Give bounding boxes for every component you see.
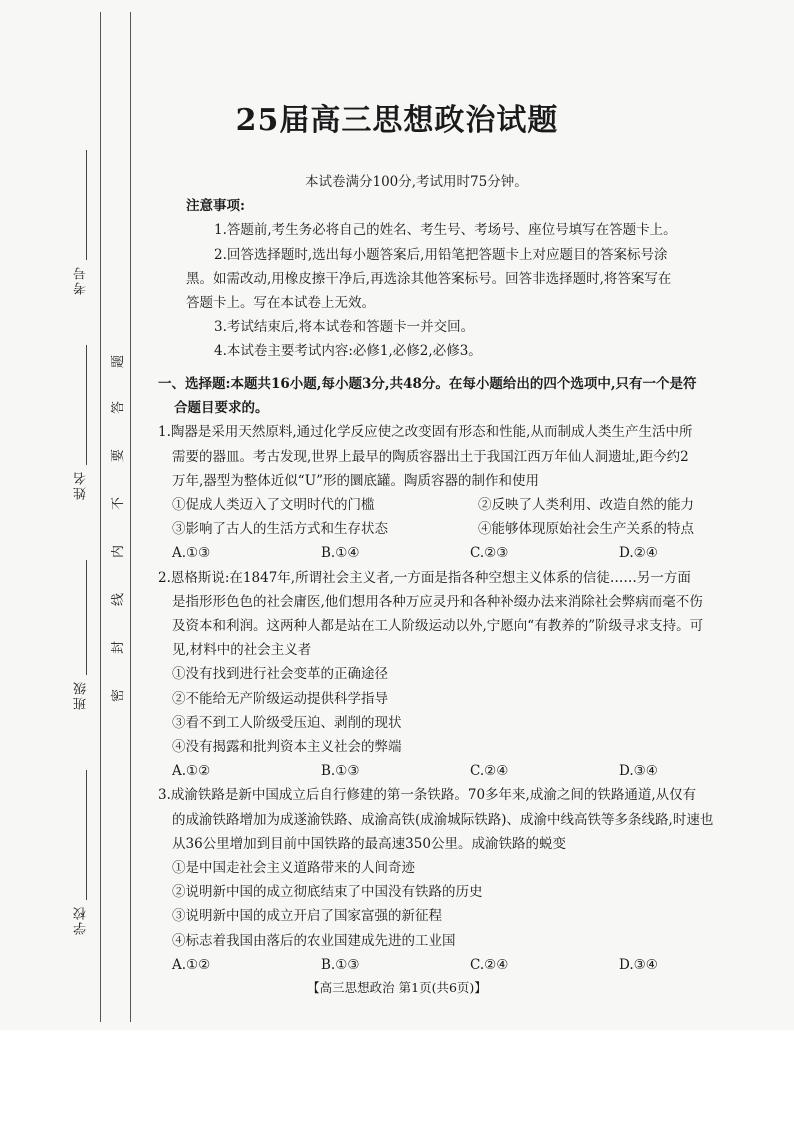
school-label: 学校 xyxy=(74,905,89,935)
statement: ④标志着我国由落后的农业国建成先进的工业国 xyxy=(172,932,456,949)
question-3 xyxy=(158,783,768,977)
notice-item: 3.考试结束后,将本试卷和答题卡一并交回。 xyxy=(214,319,475,336)
statement: ②说明新中国的成立彻底结束了中国没有铁路的历史 xyxy=(172,884,483,901)
question-stem: 2.恩格斯说:在1847年,所谓社会主义者,一方面是指各种空想主义体系的信徒……另一方面 xyxy=(158,569,691,586)
statement: ④没有揭露和批判资本主义社会的弊端 xyxy=(172,739,402,756)
question-stem: 需要的器皿。考古发现,世界上最早的陶质容器出土于我国江西万年仙人洞遗址,距今约2 xyxy=(172,448,689,465)
statement: ③说明新中国的成立开启了国家富强的新征程 xyxy=(172,908,442,925)
question-stem: 及资本和利润。这两种人都是站在工人阶级运动以外,宁愿向“有教养的”阶级寻求支持。可 xyxy=(172,618,704,635)
choice-a: A.①② xyxy=(172,956,211,973)
subtitle: 本试卷满分100分,考试用时75分钟。 xyxy=(305,174,528,190)
statement: ③影响了古人的生活方式和生存状态 xyxy=(172,521,388,538)
seal-char: 答 xyxy=(111,400,127,415)
choice-c: C.②④ xyxy=(470,956,509,973)
seal-char: 要 xyxy=(111,448,127,463)
margin-line-outer xyxy=(100,12,101,1022)
choice-d: D.②④ xyxy=(619,545,658,562)
class-label: 班级 xyxy=(74,680,89,710)
seal-char: 密 xyxy=(111,688,127,703)
notice-item: 2.回答选择题时,选出每小题答案后,用铅笔把答题卡上对应题目的答案标号涂 xyxy=(214,246,668,263)
choice-c: C.②④ xyxy=(470,763,509,780)
school-blank xyxy=(86,770,87,900)
question-stem: 是指形形色色的社会庸医,他们想用各种万应灵丹和各种补缀办法来消除社会弊病而毫不伤 xyxy=(172,593,703,610)
statement: ①促成人类迈入了文明时代的门槛 xyxy=(172,497,375,514)
question-stem: 从36公里增加到目前中国铁路的最高速350公里。成渝铁路的蜕变 xyxy=(172,835,566,852)
name-blank xyxy=(86,345,87,465)
seal-char: 线 xyxy=(111,592,127,607)
notice-item: 1.答题前,考生务必将自己的姓名、考生号、考场号、座位号填写在答题卡上。 xyxy=(214,222,677,239)
choice-d: D.③④ xyxy=(619,956,658,973)
section-heading: 一、选择题:本题共16小题,每小题3分,共48分。在每小题给出的四个选项中,只有一个是符 xyxy=(158,376,697,392)
notice-item: 黑。如需改动,用橡皮擦干净后,再选涂其他答案标号。回答非选择题时,将答案写在 xyxy=(186,270,672,287)
statement: ①是中国走社会主义道路带来的人间奇迹 xyxy=(172,860,415,877)
page-footer: 【高三思想政治 第1页(共6页)】 xyxy=(307,980,487,995)
statement: ②反映了人类利用、改造自然的能力 xyxy=(478,497,694,514)
question-1 xyxy=(158,420,768,565)
statement: ④能够体现原始社会生产关系的特点 xyxy=(478,521,694,538)
exam-no-blank xyxy=(86,150,87,260)
choice-b: B.①③ xyxy=(321,956,360,973)
notice-item: 4.本试卷主要考试内容:必修1,必修2,必修3。 xyxy=(214,343,482,360)
statement: ②不能给无产阶级运动提供科学指导 xyxy=(172,690,388,707)
seal-char: 不 xyxy=(111,496,127,511)
seal-char: 内 xyxy=(111,544,127,559)
seal-char: 题 xyxy=(111,354,127,369)
class-blank xyxy=(86,560,87,675)
statement: ③看不到工人阶级受压迫、剥削的现状 xyxy=(172,714,402,731)
question-2 xyxy=(158,566,768,784)
question-stem: 3.成渝铁路是新中国成立后自行修建的第一条铁路。70多年来,成渝之间的铁路通道,从仅有 xyxy=(158,787,697,804)
notice-heading: 注意事项: xyxy=(186,198,245,215)
exam-no-label: 考号 xyxy=(74,265,89,295)
name-label: 姓名 xyxy=(74,470,89,500)
choice-b: B.①④ xyxy=(321,545,360,562)
question-stem: 1.陶器是采用天然原料,通过化学反应使之改变固有形态和性能,从而制成人类生产生活中所 xyxy=(158,424,693,441)
choice-a: A.①③ xyxy=(172,545,211,562)
choice-a: A.①② xyxy=(172,763,211,780)
seal-char: 封 xyxy=(111,640,127,655)
page-title: 25届高三思想政治试题 xyxy=(235,103,559,138)
choice-b: B.①③ xyxy=(321,763,360,780)
question-stem: 的成渝铁路增加为成遂渝铁路、成渝高铁(成渝城际铁路)、成渝中线高铁等多条线路,时速也 xyxy=(172,811,714,828)
margin-line-inner xyxy=(130,12,131,1022)
section-heading-cont: 合题目要求的。 xyxy=(174,400,269,417)
question-area xyxy=(158,372,768,977)
choice-c: C.②③ xyxy=(470,545,509,562)
question-stem: 万年,器型为整体近似“U”形的圜底罐。陶质容器的制作和使用 xyxy=(172,472,539,489)
choice-d: D.③④ xyxy=(619,763,658,780)
statement: ①没有找到进行社会变革的正确途径 xyxy=(172,666,388,683)
notice-item: 答题卡上。写在本试卷上无效。 xyxy=(186,295,375,312)
question-stem: 见,材料中的社会主义者 xyxy=(172,642,312,659)
